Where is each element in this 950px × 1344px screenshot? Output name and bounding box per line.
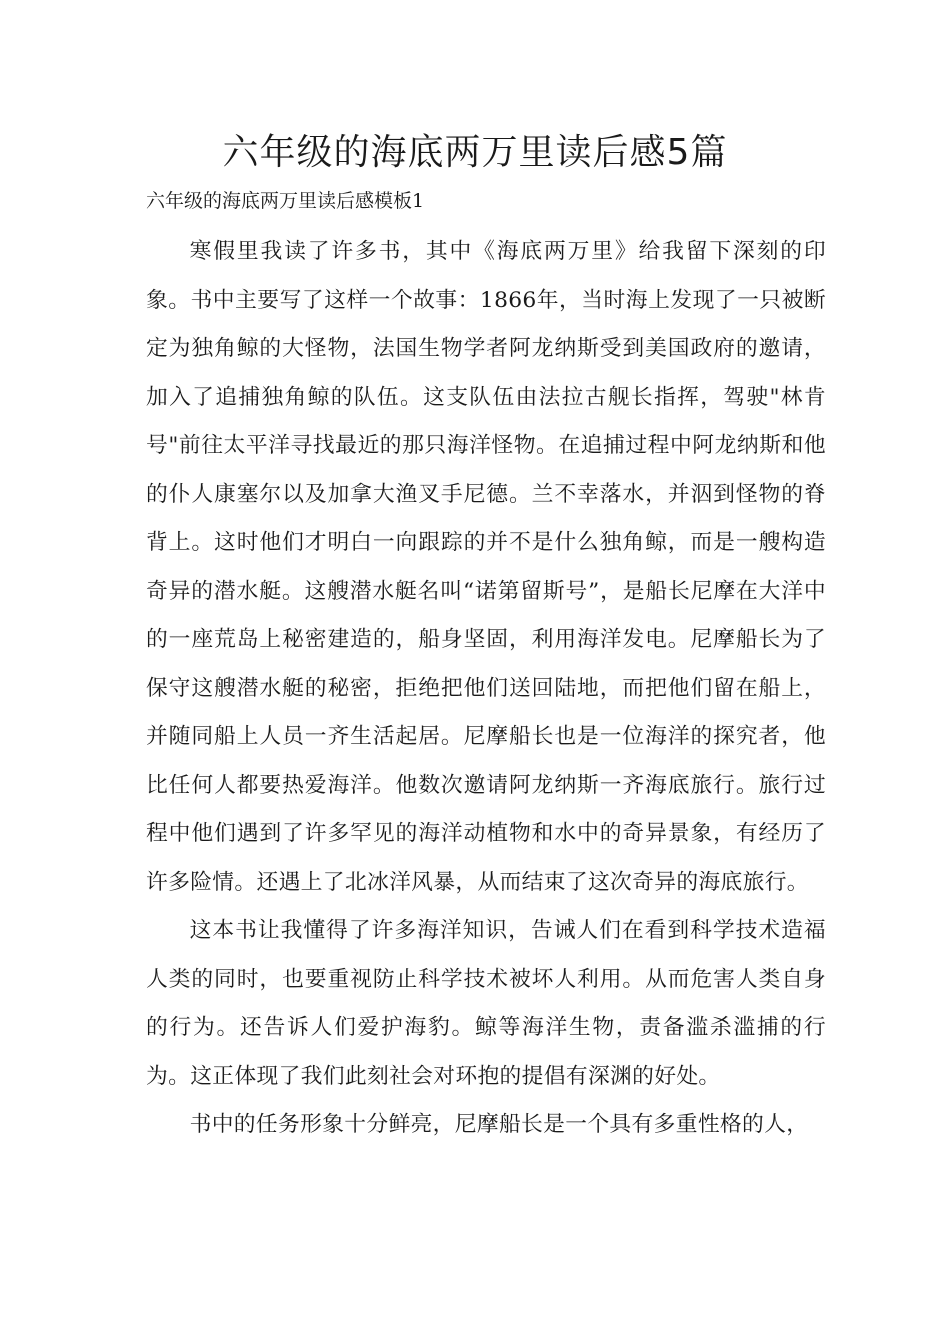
paragraph-2: 这本书让我懂得了许多海洋知识，告诫人们在看到科学技术造福人类的同时，也要重视防止科学技术被坏人利用。从而危害人类自身的行为。还告诉人们爱护海豹。鲸等海洋生物，责备滥杀滥捕的行为。这正体现了我们此刻社会对环抱的提倡有深渊的好处。 bbox=[146, 918, 826, 1089]
document-body bbox=[146, 228, 826, 1150]
paragraph-3: 书中的任务形象十分鲜亮，尼摩船长是一个具有多重性格的人， bbox=[189, 1112, 809, 1137]
document-subtitle: 六年级的海底两万里读后感模板1 bbox=[146, 190, 425, 212]
document-title: 六年级的海底两万里读后感5篇 bbox=[222, 132, 728, 173]
paragraph-1: 寒假里我读了许多书，其中《海底两万里》给我留下深刻的印象。书中主要写了这样一个故事：1866年，当时海上发现了一只被断定为独角鲸的大怪物，法国生物学者阿龙纳斯受到美国政府的邀请，加入了追捕独角鲸的队伍。这支队伍由法拉古舰长指挥，驾驶"林肯号"前往太平洋寻找最近的那只海洋怪物。在追捕过程中阿龙纳斯和他的仆人康塞尔以及加拿大渔叉手尼德。兰不幸落水，并泅到怪物的脊背上。这时他们才明白一向跟踪的并不是什么独角鲸，而是一艘构造奇异的潜水艇。这艘潜水艇名叫“诺第留斯号”，是船长尼摩在大洋中的一座荒岛上秘密建造的，船身坚固，利用海洋发电。尼摩船长为了保守这艘潜水艇的秘密，拒绝把他们送回陆地，而把他们留在船上，并随同船上人员一齐生活起居。尼摩船长也是一位海洋的探究者，他比任何人都要热爱海洋。他数次邀请阿龙纳斯一齐海底旅行。旅行过程中他们遇到了许多罕见的海洋动植物和水中的奇异景象，有经历了许多险情。还遇上了北冰洋风暴，从而结束了这次奇异的海底旅行。 bbox=[146, 239, 826, 895]
